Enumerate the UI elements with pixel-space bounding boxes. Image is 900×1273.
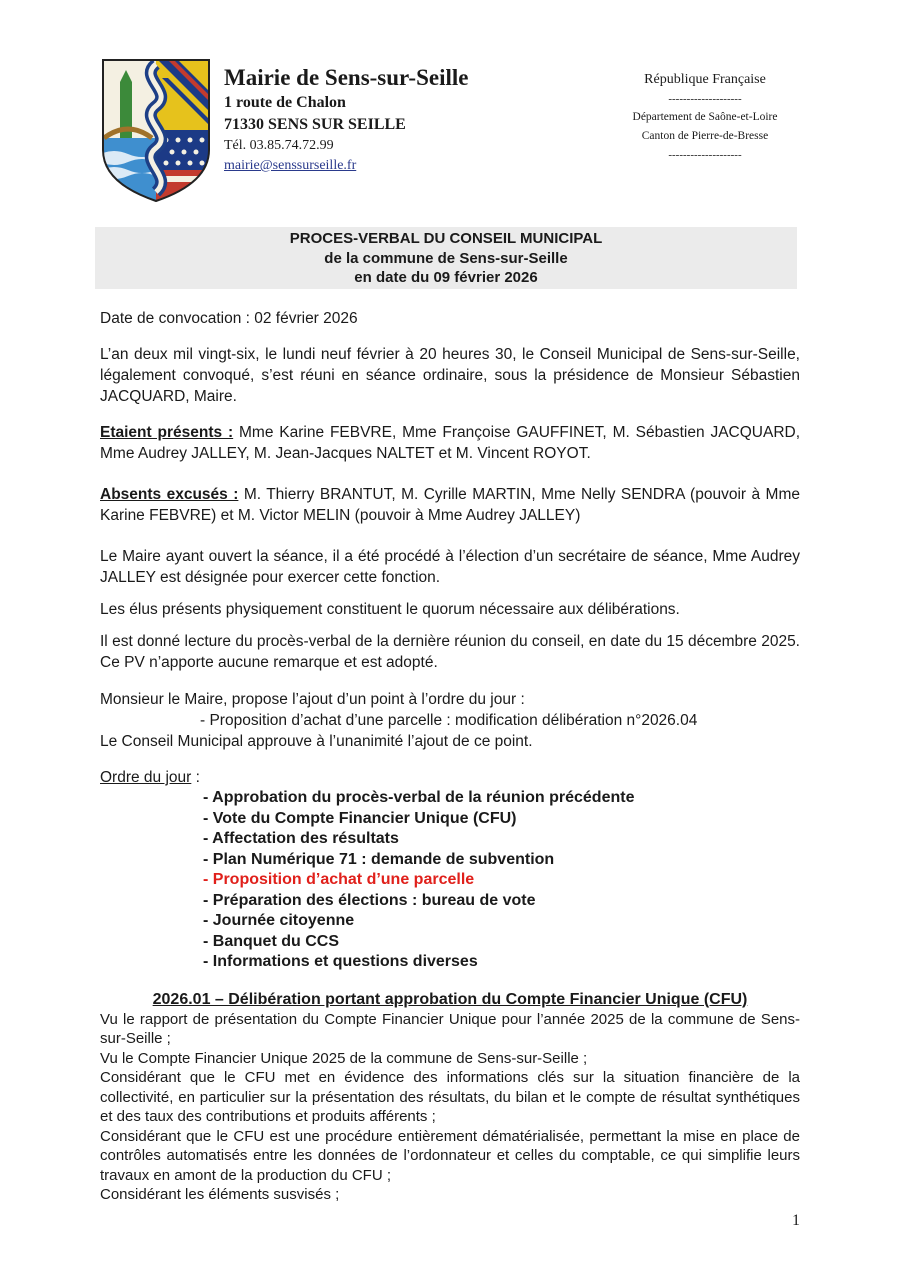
agenda-item: - Plan Numérique 71 : demande de subvention (203, 850, 555, 868)
agenda-heading (100, 767, 800, 788)
phone-number: Tél. 03.85.74.72.99 (224, 138, 334, 153)
present-members (100, 422, 800, 464)
address-line-1: 1 route de Chalon (224, 94, 346, 111)
agenda-item: - Affectation des résultats (203, 830, 399, 847)
municipal-coat-of-arms-logo (100, 58, 212, 203)
title-line-2: de la commune de Sens-sur-Seille (324, 249, 568, 267)
mairie-header (224, 64, 468, 175)
agenda-item: - Vote du Compte Financier Unique (CFU) (203, 809, 517, 827)
title-line-3: en date du 09 février 2026 (354, 269, 538, 286)
addition-line-1: Monsieur le Maire, propose l’ajout d’un point à l’ordre du jour : (100, 691, 525, 708)
separator-2: -------------------- (668, 149, 742, 161)
department-label: Département de Saône-et-Loire (632, 111, 778, 123)
absent-members (100, 484, 800, 526)
deliberation-p5: Considérant les éléments susvisés ; (100, 1186, 340, 1203)
agenda-colon: : (191, 769, 200, 786)
title-line-1: PROCES-VERBAL DU CONSEIL MUNICIPAL (289, 230, 603, 247)
quorum-paragraph: Les élus présents physiquement constituent le quorum nécessaire aux délibérations. (100, 601, 680, 618)
agenda-label: Ordre du jour (100, 769, 192, 786)
agenda-item: - Journée citoyenne (203, 912, 355, 929)
mairie-name: Mairie de Sens-sur-Seille (224, 65, 469, 90)
secretary-paragraph: Le Maire ayant ouvert la séance, il a été procédé à l’élection d’un secrétaire de séance, Mme Audrey JALLEY est désignée pour exercer cette fonction. (100, 548, 800, 586)
republic-label: République Française (644, 72, 766, 87)
addition-line-2: - Proposition d’achat d’une parcelle : modification délibération n°2026.04 (200, 712, 698, 729)
convocation-date: Date de convocation : 02 février 2026 (100, 310, 358, 327)
deliberation-p1: Vu le rapport de présentation du Compte Financier Unique pour l’année 2025 de la commune de Sens-sur-Seille ; (100, 1010, 800, 1047)
addition-line-3: Le Conseil Municipal approuve à l’unanimité l’ajout de ce point. (100, 733, 533, 750)
deliberation-body (100, 1010, 800, 1205)
agenda-item: - Préparation des élections : bureau de vote (203, 891, 536, 909)
lecture-paragraph: Il est donné lecture du procès-verbal de la dernière réunion du conseil, en date du 15 décembre 2025. Ce PV n’apporte aucune remarque et est adopté. (100, 633, 800, 671)
document-body (100, 308, 800, 1205)
address-line-2: 71330 SENS SUR SEILLE (224, 116, 406, 133)
agenda-addition (100, 689, 800, 752)
email-link[interactable]: mairie@senssurseille.fr (224, 158, 357, 173)
page-number: 1 (792, 1212, 800, 1229)
canton-label: Canton de Pierre-de-Bresse (641, 130, 769, 142)
agenda-item-added: - Proposition d’achat d’une parcelle (203, 871, 475, 888)
agenda-item: - Banquet du CCS (203, 932, 339, 950)
document-title-band (95, 227, 797, 289)
present-list: Mme Karine FEBVRE, Mme Françoise GAUFFINET, M. Sébastien JACQUARD, Mme Audrey JALLEY, M. Jean-Jacques NALTET et M. Vincent ROYOT. (100, 424, 801, 462)
separator-1: -------------------- (668, 93, 742, 105)
deliberation-p2: Vu le Compte Financier Unique 2025 de la commune de Sens-sur-Seille ; (100, 1049, 588, 1067)
deliberation-title: 2026.01 – Délibération portant approbation du Compte Financier Unique (CFU) (152, 990, 748, 1008)
agenda-item: - Informations et questions diverses (203, 953, 478, 970)
republic-header (605, 70, 805, 164)
absent-label: Absents excusés : (100, 486, 239, 503)
agenda-list (100, 788, 800, 973)
deliberation-p3: Considérant que le CFU met en évidence des informations clés sur la situation financière de la collectivité, en particulier sur la présentation des résultats, du bilan et le compte de résultat synthétiques et des taux des contributions et produits afférents ; (100, 1069, 800, 1125)
agenda-item: - Approbation du procès-verbal de la réunion précédente (203, 789, 635, 806)
present-label: Etaient présents : (100, 424, 234, 441)
intro-paragraph: L’an deux mil vingt-six, le lundi neuf février à 20 heures 30, le Conseil Municipal de Sens-sur-Seille, légalement convoqué, s’est réuni en séance ordinaire, sous la présidence de Monsieur Sébastien JACQUARD, Maire. (100, 346, 800, 405)
deliberation-p4: Considérant que le CFU est une procédure entièrement dématérialisée, permettant la mise en place de contrôles automatisés entre les données de l’ordonnateur et celles du comptable, ce qui simplifie leurs travaux en amont de la production du CFU ; (100, 1127, 800, 1184)
absent-list: M. Thierry BRANTUT, M. Cyrille MARTIN, Mme Nelly SENDRA (pouvoir à Mme Karine FEBVRE) et M. Victor MELIN (pouvoir à Mme Audrey JALLEY) (100, 486, 800, 524)
